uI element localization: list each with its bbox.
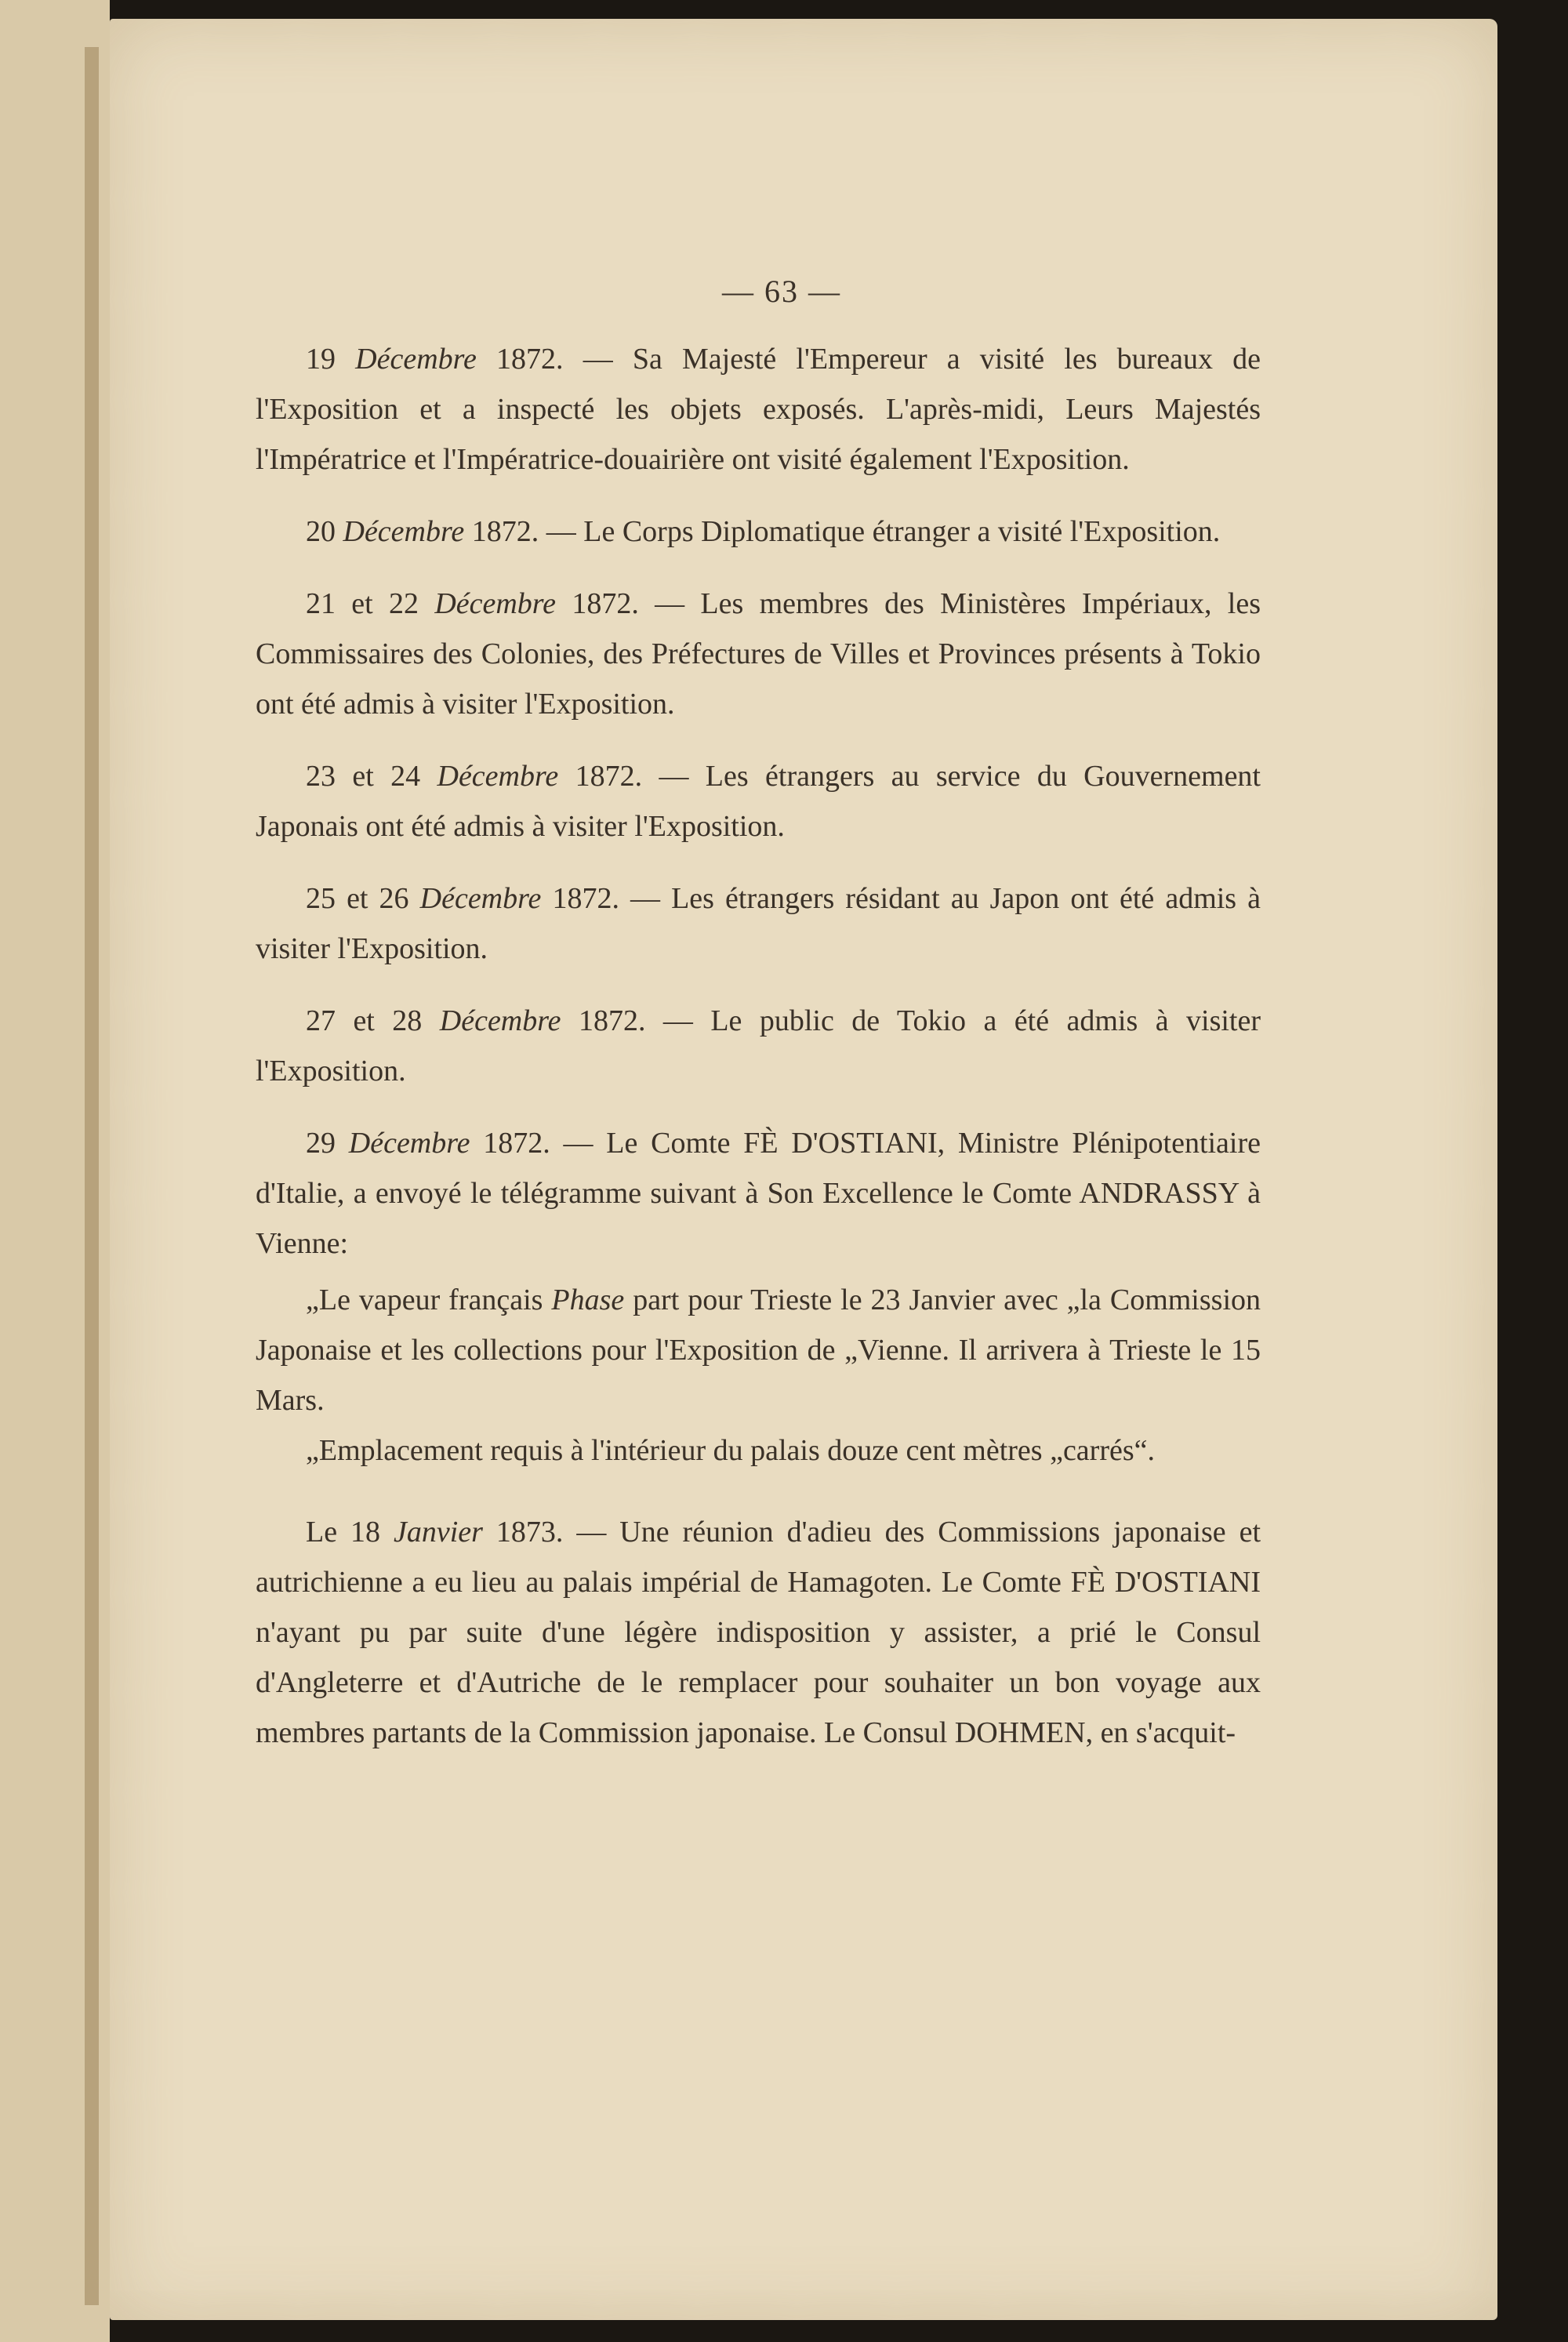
entry-day: 19 [306, 343, 336, 376]
page-text [256, 267, 1261, 1780]
entry-text: — Le public de Tokio a été admis à visiter l'Exposition. [256, 1004, 1261, 1087]
entry-text: — Les étrangers résidant au Japon ont été admis à visiter l'Exposition. [256, 882, 1261, 965]
entry-text: — Une réunion d'adieu des Commissions japonaise et autrichienne a eu lieu au palais impérial de Hamagoten. Le Comte FÈ D'OSTIANI n'ayant pu par suite d'une légère indisposition y assister, a prié le Consul d'Angleterre et d'Autriche de le remplacer pour souhaiter un bon voyage aux membres partants de la Commission japonaise. Le Consul DOHMEN, en s'acquit- [256, 1516, 1261, 1749]
entry-day: 23 et 24 [306, 760, 421, 793]
entry-18-janvier [256, 1507, 1261, 1758]
entry-20-decembre [256, 507, 1261, 557]
entry-day: Le 18 [306, 1516, 381, 1549]
entry-text: — Le Corps Diplomatique étranger a visité l'Exposition. [546, 515, 1221, 548]
page-gutter [85, 47, 99, 2305]
page-number: — 63 — [722, 274, 841, 309]
entry-year: 1872. [496, 343, 564, 376]
entry-month: Décembre [343, 515, 465, 548]
telegram-text: „Le vapeur français [306, 1284, 543, 1316]
entry-day: 27 et 28 [306, 1004, 423, 1037]
telegram-quote-1 [256, 1275, 1261, 1425]
entry-year: 1872. [471, 515, 539, 548]
entry-text: — Le Comte FÈ D'OSTIANI, Ministre Plénipotentiaire d'Italie, a envoyé le télégramme suivant à Son Excellence le Comte ANDRASSY à Vienne: [256, 1127, 1261, 1260]
entry-19-decembre [256, 334, 1261, 485]
telegram-quote-2: „Emplacement requis à l'intérieur du palais douze cent mètres „carrés“. [306, 1434, 1155, 1467]
entry-25-26-decembre [256, 873, 1261, 974]
entry-year: 1872. [572, 587, 639, 620]
entry-month: Décembre [355, 343, 477, 376]
entry-day: 25 et 26 [306, 882, 409, 915]
telegram-text: part pour Trieste le 23 Janvier avec „la Commission Japonaise et les collections pour l'Exposition de „Vienne. Il arrivera à Trieste le 15 Mars. [256, 1284, 1261, 1417]
entry-month: Janvier [393, 1516, 483, 1549]
entry-text: — Les membres des Ministères Impériaux, les Commissaires des Colonies, des Préfectures de Villes et Provinces présents à Tokio ont été admis à visiter l'Exposition. [256, 587, 1261, 721]
entry-day: 29 [306, 1127, 336, 1160]
entry-text: — Sa Majesté l'Empereur a visité les bureaux de l'Exposition et a inspecté les objets exposés. L'après-midi, Leurs Majestés l'Impératrice et l'Impératrice-douairière ont visité également l'Exposition. [256, 343, 1261, 476]
entry-month: Décembre [348, 1127, 470, 1160]
entry-year: 1872. [575, 760, 643, 793]
entry-23-24-decembre [256, 751, 1261, 851]
previous-page-edge [0, 0, 110, 2342]
entry-year: 1872. [483, 1127, 550, 1160]
entry-day: 20 [306, 515, 336, 548]
entry-year: 1872. [578, 1004, 646, 1037]
entry-month: Décembre [419, 882, 542, 915]
entry-21-22-decembre [256, 579, 1261, 729]
ship-name: Phase [551, 1284, 625, 1316]
entry-month: Décembre [434, 587, 557, 620]
entry-year: 1872. [552, 882, 619, 915]
entry-day: 21 et 22 [306, 587, 419, 620]
entry-month: Décembre [439, 1004, 561, 1037]
entry-29-decembre [256, 1118, 1261, 1269]
entry-text: — Les étrangers au service du Gouvernement Japonais ont été admis à visiter l'Exposition. [256, 760, 1261, 843]
entry-year: 1873. [495, 1516, 564, 1549]
entry-month: Décembre [437, 760, 559, 793]
entry-27-28-decembre [256, 996, 1261, 1096]
